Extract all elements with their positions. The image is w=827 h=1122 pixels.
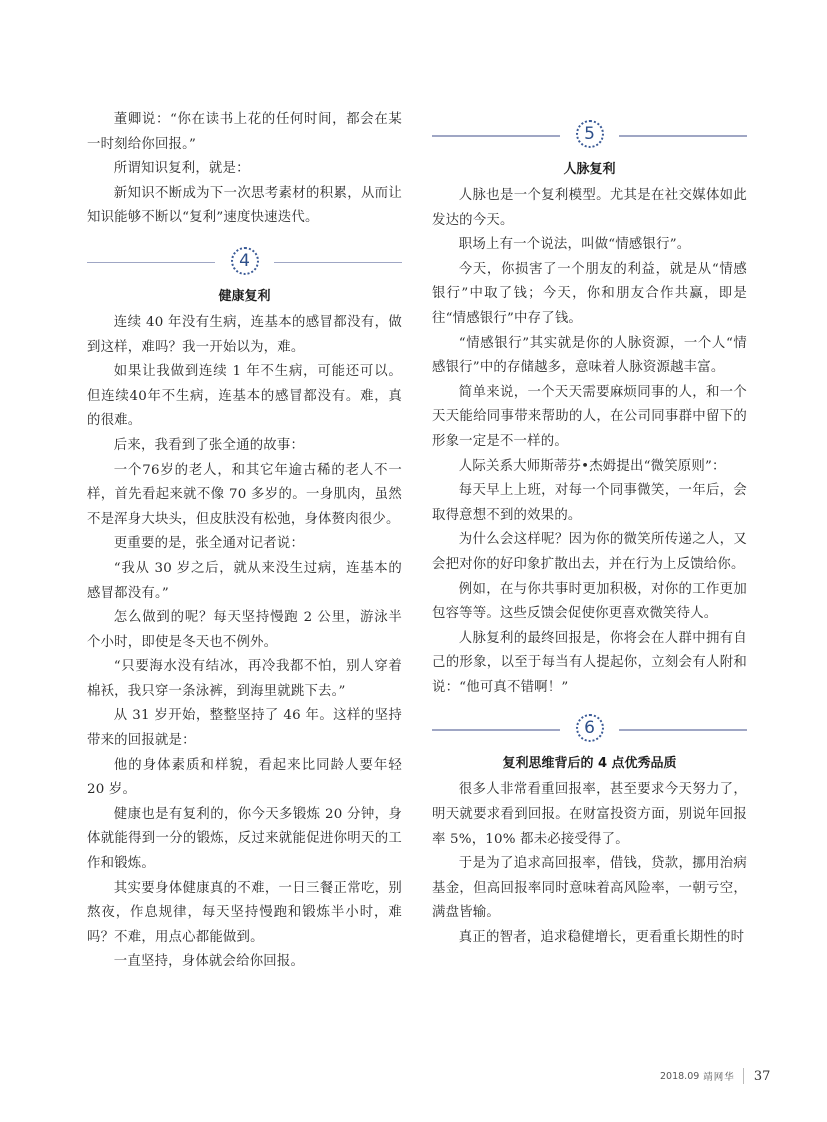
divider-line bbox=[432, 135, 560, 137]
paragraph: 如果让我做到连续 1 年不生病，可能还可以。但连续40年不生病，连基本的感冒都没有。难，真的很难。 bbox=[87, 364, 402, 429]
paragraph: 每天早上上班，对每一个同事微笑，一年后，会取得意想不到的效果的。 bbox=[432, 483, 747, 523]
section-number-badge: 6 bbox=[576, 714, 604, 742]
section-body bbox=[432, 184, 747, 700]
section-divider-6 bbox=[432, 712, 747, 748]
paragraph: 连续 40 年没有生病，连基本的感冒都没有，做到这样，难吗？我一开始以为，难。 bbox=[87, 314, 402, 355]
paragraph: 简单来说，一个天天需要麻烦同事的人，和一个天天能给同事带来帮助的人，在公司同事群中留下的形象一定是不一样的。 bbox=[432, 384, 747, 449]
divider-line bbox=[87, 262, 215, 264]
paragraph: 健康也是有复利的，你今天多锻炼 20 分钟，身体就能得到一分的锻炼，反过来就能促进你明天的工作和锻炼。 bbox=[87, 806, 402, 872]
paragraph: 所谓知识复利，就是： bbox=[113, 161, 250, 177]
footer-separator bbox=[743, 1068, 744, 1084]
section-number-badge: 4 bbox=[231, 247, 259, 275]
divider-line bbox=[432, 729, 560, 731]
magazine-brand: 靖网华 bbox=[703, 1072, 735, 1083]
paragraph: “情感银行”其实就是你的人脉资源，一个人“情感银行”中的存储越多，意味着人脉资源越丰富。 bbox=[432, 335, 747, 376]
paragraph: 例如，在与你共事时更加积极，对你的工作更加包容等等。这些反馈会促使你更喜欢微笑待人。 bbox=[432, 581, 747, 622]
paragraph: 于是为了追求高回报率，借钱，贷款，挪用治病基金，但高回报率同时意味着高风险率，一朝亏空，满盘皆输。 bbox=[432, 856, 747, 921]
paragraph: 职场上有一个说法，叫做“情感银行”。 bbox=[458, 237, 691, 253]
divider-line bbox=[274, 262, 402, 264]
paragraph: 人脉也是一个复利模型。尤其是在社交媒体如此发达的今天。 bbox=[432, 188, 747, 228]
paragraph: 怎么做到的呢？每天坚持慢跑 2 公里，游泳半个小时，即使是冬天也不例外。 bbox=[87, 610, 402, 650]
page-footer bbox=[660, 1068, 770, 1084]
divider-line bbox=[619, 729, 747, 731]
paragraph: 为什么会这样呢？因为你的微笑所传递之人，又会把对你的好印象扩散出去，并在行为上反馈给你。 bbox=[432, 532, 747, 572]
paragraph: 后来，我看到了张全通的故事： bbox=[113, 437, 305, 453]
left-column bbox=[87, 108, 402, 975]
section-title: 人脉复利 bbox=[563, 162, 616, 177]
issue-date: 2018.09 bbox=[660, 1070, 700, 1082]
page-number: 37 bbox=[753, 1068, 771, 1084]
section-number-badge: 5 bbox=[576, 120, 604, 148]
paragraph: 一个76岁的老人，和其它年逾古稀的老人不一样，首先看起来就不像 70 多岁的。一身肌肉，虽然不是浑身大块头，但皮肤没有松弛，身体赘肉很少。 bbox=[87, 462, 402, 527]
paragraph: 更重要的是，张全通对记者说： bbox=[113, 536, 305, 552]
paragraph: 人脉复利的最终回报是，你将会在人群中拥有自己的形象，以至于每当有人提起你，立刻会有人附和说：“他可真不错啊！” bbox=[432, 630, 747, 695]
divider-line bbox=[619, 135, 747, 137]
paragraph: 一直坚持，身体就会给你回报。 bbox=[113, 954, 305, 970]
paragraph: 真正的智者，追求稳健增长，更看重长期性的时 bbox=[458, 930, 745, 946]
paragraph: 很多人非常看重回报率，甚至要求今天努力了，明天就要求看到回报。在财富投资方面，别说年回报率 5%，10% 都未必接受得了。 bbox=[432, 782, 747, 847]
paragraph: 董卿说：“你在读书上花的任何时间，都会在某一时刻给你回报。” bbox=[87, 112, 402, 152]
paragraph: 他的身体素质和样貌，看起来比同龄人要年轻 20 岁。 bbox=[87, 757, 402, 798]
section-divider-4 bbox=[87, 245, 402, 281]
section-body bbox=[87, 311, 402, 975]
paragraph: 新知识不断成为下一次思考素材的积累，从而让知识能够不断以“复利”速度快速迭代。 bbox=[87, 185, 402, 226]
paragraph: 从 31 岁开始，整整坚持了 46 年。这样的坚持带来的回报就是： bbox=[87, 708, 402, 749]
section-body bbox=[432, 778, 747, 950]
section-title: 健康复利 bbox=[218, 288, 271, 304]
paragraph: “我从 30 岁之后，就从来没生过病，连基本的感冒都没有。” bbox=[87, 560, 402, 601]
paragraph: 人际关系大师斯蒂芬•杰姆提出“微笑原则”： bbox=[458, 458, 726, 474]
section-divider-5 bbox=[432, 118, 747, 154]
right-column bbox=[432, 118, 747, 951]
intro-section bbox=[87, 108, 402, 231]
paragraph: 其实要身体健康真的不难，一日三餐正常吃，别熬夜，作息规律，每天坚持慢跑和锻炼半小时，难吗？不难，用点心都能做到。 bbox=[87, 880, 402, 945]
paragraph: 今天，你损害了一个朋友的利益，就是从“情感银行”中取了钱；今天，你和朋友合作共赢，即是往“情感银行”中存了钱。 bbox=[432, 261, 747, 326]
paragraph: “只要海水没有结冰，再冷我都不怕，别人穿着棉袄，我只穿一条泳裤，到海里就跳下去。” bbox=[87, 659, 402, 699]
section-title: 复利思维背后的 4 点优秀品质 bbox=[502, 756, 677, 772]
